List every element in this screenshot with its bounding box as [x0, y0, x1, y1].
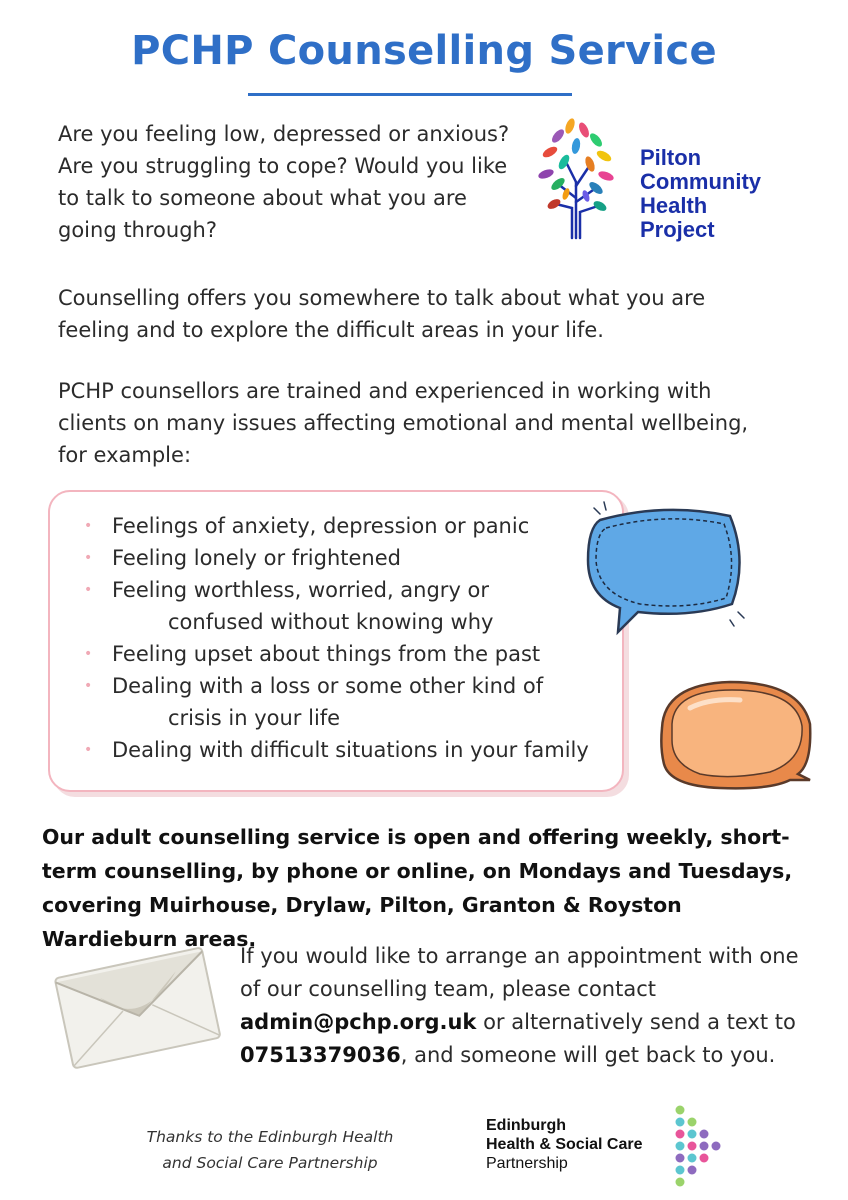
phone-number[interactable]: 07513379036	[240, 1043, 401, 1067]
ehscp-logo-line: Edinburgh	[486, 1117, 566, 1134]
envelope-icon	[42, 940, 232, 1070]
speech-bubble-orange-icon	[650, 668, 820, 808]
list-item-text: Feeling lonely or frightened	[112, 546, 401, 570]
list-item-text: Feeling upset about things from the past	[112, 642, 541, 666]
contact-text: , and someone will get back to you.	[400, 1043, 776, 1067]
ehscp-logo-line: Partnership	[486, 1155, 568, 1172]
issues-list	[84, 510, 624, 766]
service-notice: Our adult counselling service is open and offering weekly, short-term counselling, by phone or online, on Mondays and Tuesdays, covering Muirhouse, Drylaw, Pilton, Granton & Royston Wardieburn areas.	[42, 825, 793, 951]
title-underline	[248, 93, 572, 96]
list-item	[84, 638, 624, 670]
email-link[interactable]: admin@pchp.org.uk	[240, 1010, 477, 1034]
counselling-paragraph: Counselling offers you somewhere to talk about what you are feeling and to explore the difficult areas in your life.	[58, 286, 706, 342]
intro-paragraph: Are you feeling low, depressed or anxious? Are you struggling to cope? Would you like to talk to someone about what you are going through?	[58, 122, 510, 242]
contact-text: If you would like to arrange an appointment with one of our counselling team, please contact	[240, 944, 799, 1001]
pchp-logo-text	[640, 146, 810, 242]
pchp-logo-line: Project	[640, 217, 715, 242]
list-item	[84, 734, 624, 766]
dots-logo-icon	[670, 1104, 730, 1192]
pchp-logo-line: Pilton	[640, 145, 702, 170]
list-item-continuation: crisis in your life	[168, 706, 341, 730]
list-item-text: Dealing with a loss or some other kind of	[112, 674, 544, 698]
thanks-line: and Social Care Partnership	[162, 1154, 378, 1172]
pchp-logo-line: Community	[640, 169, 761, 194]
list-item-text: Dealing with difficult situations in your family	[112, 738, 589, 762]
contact-text: or alternatively send a text to	[483, 1010, 796, 1034]
list-item	[84, 542, 624, 574]
thanks-line: Thanks to the Edinburgh Health	[146, 1128, 394, 1146]
contact-paragraph	[240, 940, 820, 1072]
list-item-text: Feeling worthless, worried, angry or	[112, 578, 490, 602]
ehscp-logo-text	[486, 1116, 686, 1173]
counsellors-paragraph: PCHP counsellors are trained and experienced in working with clients on many issues affecting emotional and mental wellbeing, for example:	[58, 379, 749, 467]
list-item-continuation: confused without knowing why	[168, 610, 494, 634]
page-title: PCHP Counselling Service	[131, 28, 717, 74]
pchp-logo-line: Health	[640, 193, 708, 218]
list-item	[84, 670, 624, 734]
speech-bubble-blue-icon	[580, 500, 750, 640]
ehscp-logo-line: Health & Social Care	[486, 1136, 643, 1153]
list-item	[84, 574, 624, 638]
thanks-note	[130, 1124, 410, 1176]
list-item-text: Feelings of anxiety, depression or panic	[112, 514, 530, 538]
list-item	[84, 510, 624, 542]
